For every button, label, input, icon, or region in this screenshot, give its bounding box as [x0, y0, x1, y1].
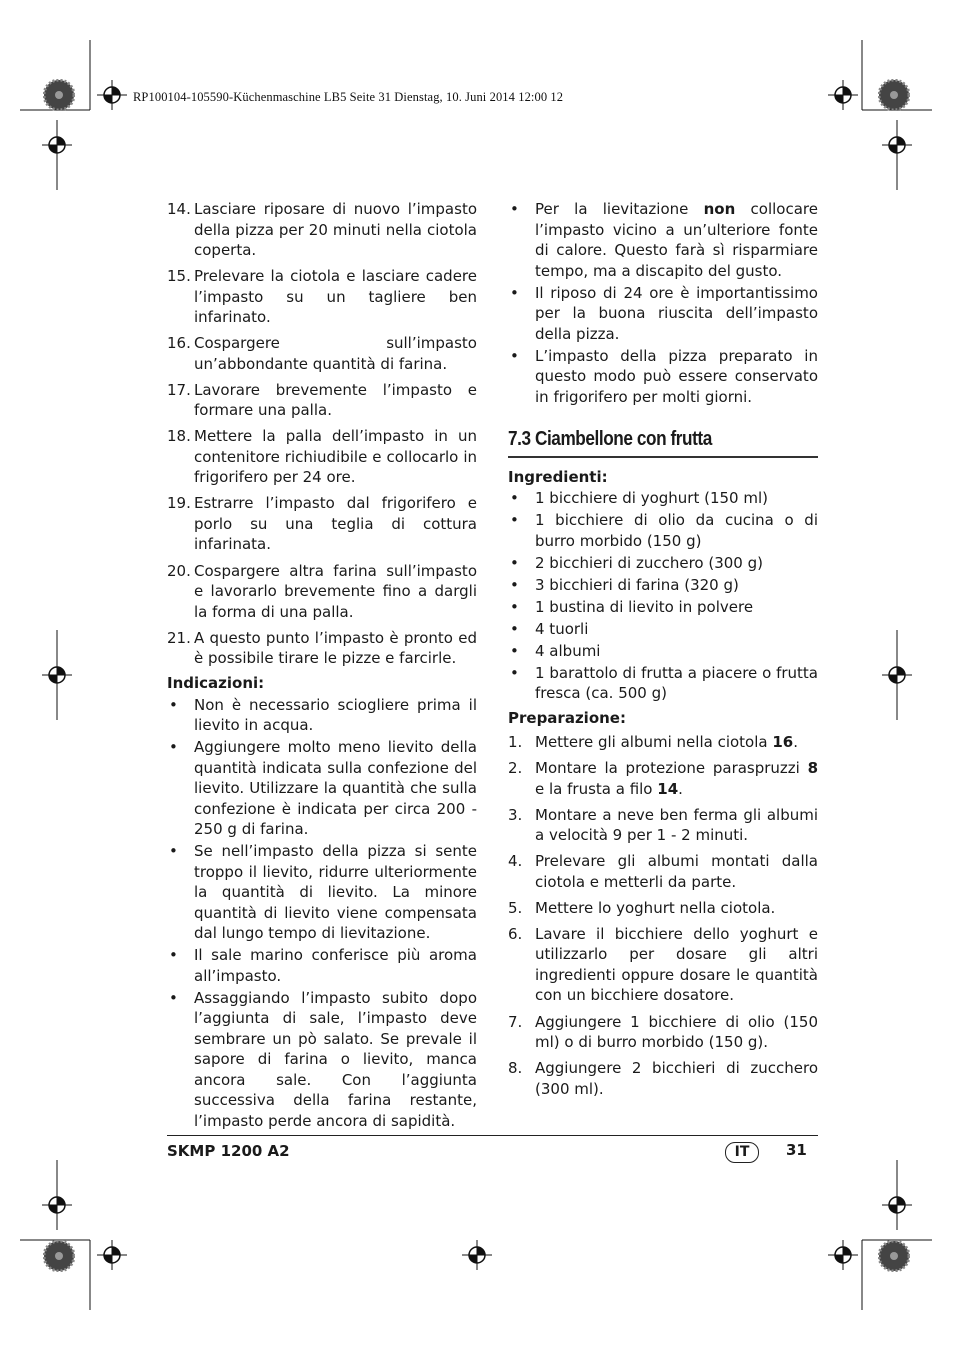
registration-mark-icon [882, 660, 912, 690]
list-item [167, 945, 477, 986]
bullet-text: 1 bicchiere di olio da cucina o di burro morbido (150 g) [535, 511, 818, 550]
step-text: Cospargere sull’impasto un’abbondante quantità di farina. [194, 334, 477, 373]
bullet-text: Non è necessario sciogliere prima il lievito in acqua. [194, 695, 477, 735]
step-number: 2. [508, 759, 523, 778]
step-number: 20. [167, 561, 191, 580]
part-reference: 16 [772, 733, 794, 751]
bullet-icon: • [169, 695, 178, 714]
step-text: Prelevare gli albumi montati dalla ciotola e metterli da parte. [535, 852, 818, 891]
step-list [167, 199, 477, 669]
step-number: 14. [167, 200, 191, 218]
part-reference: 14 [657, 779, 679, 798]
step-number: 15. [167, 267, 191, 286]
list-item [508, 898, 818, 919]
list-item [508, 1058, 818, 1099]
registration-mark-icon [828, 80, 858, 110]
bullet-icon: • [169, 988, 178, 1007]
registration-mark-icon [882, 1190, 912, 1220]
ingredienti-list [508, 488, 818, 704]
list-item [508, 924, 818, 1006]
step-text: Aggiungere 2 bicchieri di zucchero (300 ml). [535, 1059, 818, 1098]
preparazione-list [508, 732, 818, 1099]
list-item [508, 758, 818, 799]
language-badge: IT [725, 1142, 759, 1163]
list-item [508, 805, 818, 846]
page-number: 31 [786, 1141, 807, 1159]
indicazioni-list [167, 695, 477, 1132]
list-item [508, 510, 818, 551]
list-item [508, 851, 818, 892]
bullet-text: 4 tuorli [535, 619, 589, 638]
registration-mark-icon [42, 130, 72, 160]
list-item [167, 426, 477, 488]
step-number: 18. [167, 427, 191, 446]
indicazioni-heading: Indicazioni: [167, 674, 265, 693]
step-text-part: . [793, 733, 799, 751]
step-number: 1. [508, 733, 523, 751]
step-text [535, 758, 818, 799]
bullet-icon: • [510, 346, 519, 365]
bullet-icon: • [510, 641, 519, 660]
section-divider [508, 456, 818, 458]
step-number: 6. [508, 924, 523, 943]
registration-mark-icon [462, 1240, 492, 1270]
section-title: 7.3 Ciambellone con frutta [508, 428, 712, 450]
color-wheel-icon [878, 79, 910, 111]
step-number: 7. [508, 1012, 523, 1031]
step-text: Lavorare brevemente l’impasto e formare una palla. [194, 380, 477, 420]
bullet-icon: • [510, 663, 519, 682]
step-number: 21. [167, 628, 191, 647]
step-text-part: Montare la protezione paraspruzzi [535, 759, 808, 778]
bullet-text: 1 bicchiere di yoghurt (150 ml) [535, 489, 768, 507]
step-text-part: Mettere gli albumi nella ciotola [535, 733, 773, 751]
step-text: Cospargere altra farina sull’impasto e lavorarlo brevemente fino a dargli la forma di una palla. [194, 561, 477, 621]
step-text: Mettere la palla dell’impasto in un contenitore richiudibile e collocarlo in frigorifero per 24 ore. [194, 427, 477, 487]
bullet-text: Aggiungere molto meno lievito della quantità indicata sulla confezione del lievito. Utilizzare la quantità che sulla confezione è indicata per circa 200 - 250 g di farina. [194, 738, 477, 839]
list-item [508, 1012, 818, 1053]
step-text: Estrarre l’impasto dal frigorifero e porlo su una teglia di cottura infarinata. [194, 494, 477, 554]
color-wheel-icon [43, 1240, 75, 1272]
step-text-part: . [678, 779, 683, 798]
left-column [167, 199, 477, 1133]
bullet-icon: • [169, 842, 178, 861]
step-number: 17. [167, 380, 191, 399]
step-number: 5. [508, 898, 523, 917]
step-text: Montare a neve ben ferma gli albumi a velocità 9 per 1 - 2 minuti. [535, 805, 818, 845]
bullet-text: 3 bicchieri di farina (320 g) [535, 575, 739, 594]
bullet-text: Il sale marino conferisce più aroma all’impasto. [194, 946, 477, 985]
bullet-icon: • [510, 489, 519, 507]
step-number: 19. [167, 494, 191, 513]
bullet-icon: • [510, 597, 519, 616]
bullet-icon: • [169, 738, 178, 757]
list-item [167, 841, 477, 944]
bullet-text: Il riposo di 24 ore è importantissimo per la buona riuscita dell’impasto della pizza. [535, 283, 818, 343]
step-text: Lavare il bicchiere dello yoghurt e utilizzarlo per dosare gli altri ingredienti oppure dosare le quantità con un bicchiere dosatore. [535, 924, 818, 1005]
list-item [167, 988, 477, 1132]
bullet-text: 4 albumi [535, 641, 601, 660]
bullet-text [535, 199, 818, 281]
bullet-icon: • [510, 511, 519, 529]
list-item [508, 732, 818, 753]
step-text: Lasciare riposare di nuovo l’impasto della pizza per 20 minuti nella ciotola coperta. [194, 200, 477, 259]
list-item [167, 695, 477, 736]
footer-divider [167, 1135, 818, 1136]
bullet-text: 1 bustina di lievito in polvere [535, 597, 754, 616]
list-item [508, 553, 818, 574]
list-item [167, 380, 477, 421]
bullet-icon: • [510, 283, 519, 302]
step-text: Mettere lo yoghurt nella ciotola. [535, 898, 776, 917]
bullet-icon: • [510, 553, 519, 572]
list-item [508, 346, 818, 408]
registration-mark-icon [97, 1240, 127, 1270]
bullet-icon: • [169, 946, 178, 965]
list-item [167, 199, 477, 261]
list-item [508, 641, 818, 662]
model-number: SKMP 1200 A2 [167, 1142, 290, 1160]
bullet-icon: • [510, 619, 519, 638]
step-text: Aggiungere 1 bicchiere di olio (150 ml) o di burro morbido (150 g). [535, 1012, 818, 1052]
registration-mark-icon [42, 1190, 72, 1220]
bullet-icon: • [510, 575, 519, 594]
right-column [508, 199, 818, 1105]
step-number: 4. [508, 852, 523, 871]
list-item [508, 597, 818, 618]
list-item [167, 493, 477, 555]
bullet-text: Assaggiando l’impasto subito dopo l’aggiunta di sale, l’impasto deve sembrare un pò salato. Se prevale il sapore di farina o lievito, manca ancora sale. Con l’aggiunta successiva della farina restante, l’impasto perde ancora di sapidità. [194, 988, 477, 1130]
list-item [508, 663, 818, 704]
color-wheel-icon [878, 1240, 910, 1272]
step-text: Prelevare la ciotola e lasciare cadere l’impasto su un tagliere ben infarinato. [194, 267, 477, 327]
ingredienti-heading: Ingredienti: [508, 467, 608, 486]
list-item [508, 488, 818, 509]
bullet-text: Se nell’impasto della pizza si sente troppo il lievito, ridurre ulteriormente la quantità di lievito. La minore quantità di lievito viene compensata dal lungo tempo di lievitazione. [194, 842, 477, 943]
list-item [508, 575, 818, 596]
step-text [535, 732, 818, 753]
bullet-text: L’impasto della pizza preparato in questo modo può essere conservato in frigorifero per molti giorni. [535, 346, 818, 406]
list-item [167, 333, 477, 374]
registration-mark-icon [882, 130, 912, 160]
list-item [167, 561, 477, 623]
bullet-icon: • [510, 200, 519, 218]
list-item [508, 283, 818, 345]
step-text-part: e la frusta a filo [535, 779, 658, 798]
note-emphasis: non [703, 200, 736, 218]
registration-mark-icon [97, 80, 127, 110]
notes-list [508, 199, 818, 407]
step-number: 16. [167, 334, 191, 353]
color-wheel-icon [43, 79, 75, 111]
note-text: collocare l’impasto vicino a un’ulteriore fonte di calore. Questo farà sì risparmiare tempo, ma a discapito del gusto. [535, 200, 818, 280]
list-item [167, 628, 477, 669]
note-text: Per la lievitazione [535, 200, 704, 218]
bullet-text: 2 bicchieri di zucchero (300 g) [535, 553, 763, 572]
registration-mark-icon [828, 1240, 858, 1270]
bullet-text: 1 barattolo di frutta a piacere o frutta fresca (ca. 500 g) [535, 663, 818, 702]
registration-mark-icon [42, 660, 72, 690]
list-item [508, 199, 818, 281]
step-number: 8. [508, 1059, 523, 1078]
print-header: RP100104-105590-Küchenmaschine LB5 Seite 31 Dienstag, 10. Juni 2014 12:00 12 [133, 90, 564, 104]
list-item [508, 619, 818, 640]
preparazione-heading: Preparazione: [508, 708, 626, 727]
step-number: 3. [508, 805, 523, 824]
list-item [167, 266, 477, 328]
list-item [167, 737, 477, 840]
part-reference: 8 [807, 759, 818, 778]
step-text: A questo punto l’impasto è pronto ed è possibile tirare le pizze e farcirle. [194, 628, 477, 668]
